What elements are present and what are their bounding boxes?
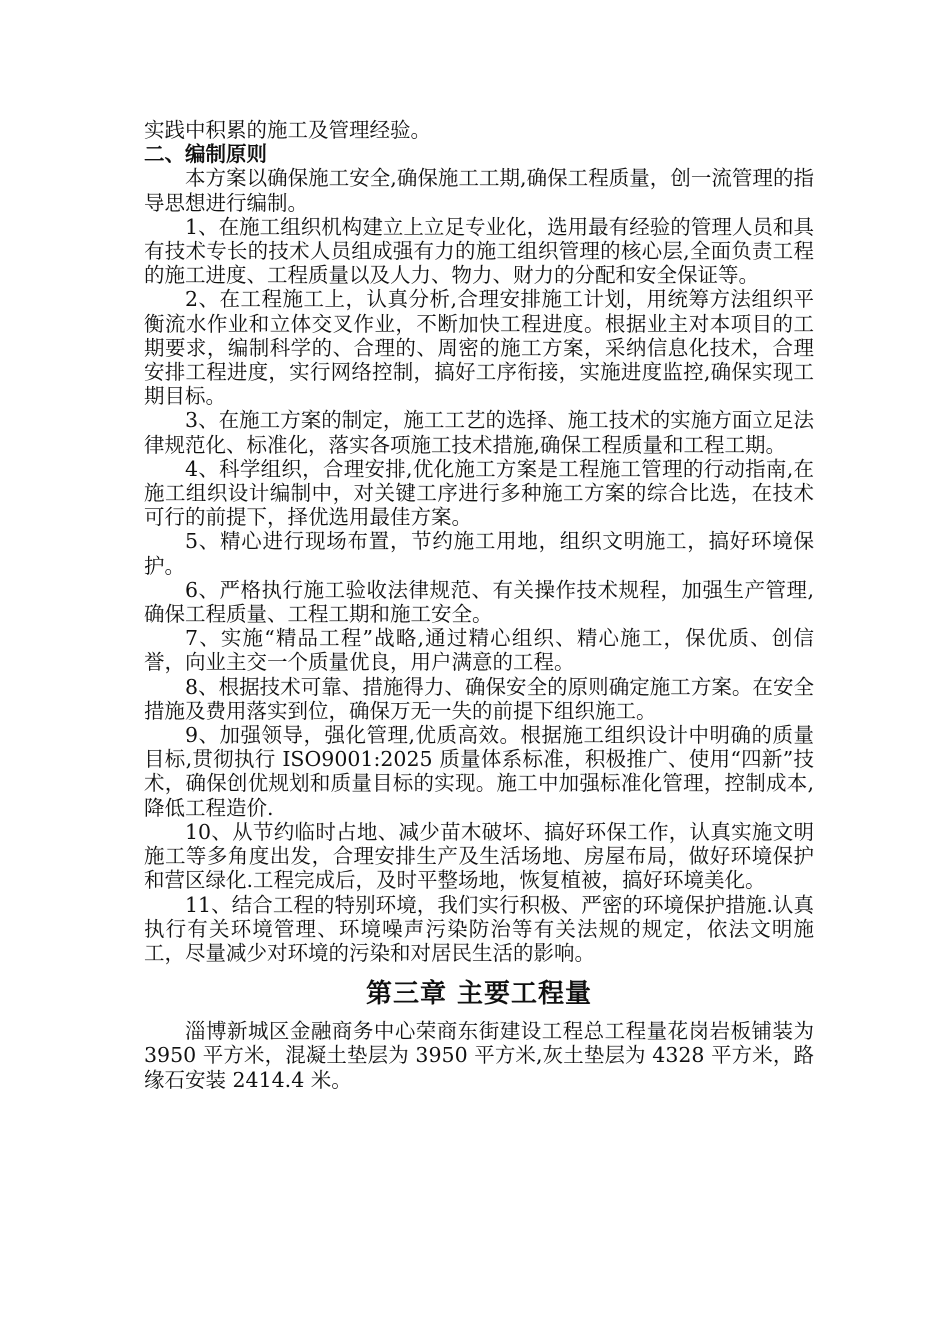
paragraph-item-5: 5、精心进行现场布置，节约施工用地，组织文明施工，搞好环境保护。 xyxy=(144,529,814,578)
paragraph-item-11: 11、结合工程的特别环境，我们实行积极、严密的环境保护措施.认真执行有关环境管理、环境噪声污染防治等有关法规的规定，依法文明施工，尽量减少对环境的污染和对居民生活的影响。 xyxy=(144,892,814,965)
paragraph-item-7: 7、实施“精品工程”战略,通过精心组织、精心施工，保优质、创信誉，向业主交一个质量优良，用户满意的工程。 xyxy=(144,626,814,675)
paragraph-quantities: 淄博新城区金融商务中心荣商东街建设工程总工程量花岗岩板铺装为 3950 平方米，混凝土垫层为 3950 平方米,灰土垫层为 4328 平方米，路缘石安装 2414.4 米。 xyxy=(144,1019,814,1092)
paragraph-intro: 本方案以确保施工安全,确保施工工期,确保工程质量，创一流管理的指导思想进行编制。 xyxy=(144,166,814,215)
chapter-title: 第三章 主要工程量 xyxy=(365,979,593,1010)
paragraph-item-6: 6、严格执行施工验收法律规范、有关操作技术规程，加强生产管理,确保工程质量、工程工期和施工安全。 xyxy=(144,577,814,627)
paragraph-continuation: 实践中积累的施工及管理经验。 xyxy=(144,118,431,142)
paragraph-item-4: 4、科学组织，合理安排,优化施工方案是工程施工管理的行动指南,在施工组织设计编制中，对关键工序进行多种施工方案的综合比选，在技术可行的前提下，择优选用最佳方案。 xyxy=(144,456,814,530)
paragraph-item-1: 1、在施工组织机构建立上立足专业化，选用最有经验的管理人员和具有技术专长的技术人员组成强有力的施工组织管理的核心层,全面负责工程的施工进度、工程质量以及人力、物力、财力的分配和安全保证等。 xyxy=(144,214,814,288)
paragraph-item-2: 2、在工程施工上，认真分析,合理安排施工计划，用统筹方法组织平衡流水作业和立体交叉作业，不断加快工程进度。根据业主对本项目的工期要求，编制科学的、合理的、周密的施工方案，采纳信息化技术，合理安排工程进度，实行网络控制，搞好工序衔接，实施进度监控,确保实现工期目标。 xyxy=(144,287,814,409)
paragraph-item-3: 3、在施工方案的制定，施工工艺的选择、施工技术的实施方面立足法律规范化、标准化，落实各项施工技术措施,确保工程质量和工程工期。 xyxy=(144,408,814,457)
paragraph-item-10: 10、从节约临时占地、减少苗木破坏、搞好环保工作，认真实施文明施工等多角度出发，合理安排生产及生活场地、房屋布局，做好环境保护和营区绿化.工程完成后，及时平整场地，恢复植被，搞好环境美化。 xyxy=(144,819,814,893)
section-heading-principles: 二、编制原则 xyxy=(144,142,267,167)
document-page xyxy=(144,118,814,1092)
paragraph-item-8: 8、根据技术可靠、措施得力、确保安全的原则确定施工方案。在安全措施及费用落实到位，确保万无一失的前提下组织施工。 xyxy=(144,674,814,723)
paragraph-item-9: 9、加强领导，强化管理,优质高效。根据施工组织设计中明确的质量目标,贯彻执行 ISO9001:2025 质量体系标准，积极推广、使用“四新”技术，确保创优规划和质量目标的实现。施工中加强标准化管理，控制成本,降低工程造价. xyxy=(144,723,814,820)
